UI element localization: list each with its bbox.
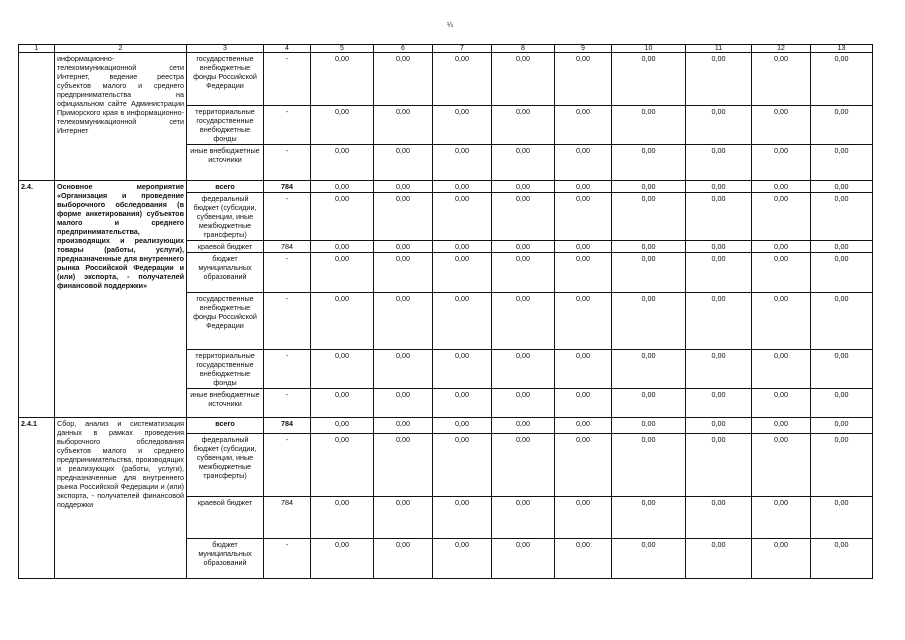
amount-cell: 0,00 bbox=[612, 241, 686, 253]
amount-cell: 0,00 bbox=[555, 145, 612, 181]
amount-cell: 0,00 bbox=[612, 253, 686, 293]
amount-cell: 0,00 bbox=[811, 350, 873, 389]
amount-cell: 0,00 bbox=[492, 389, 555, 418]
item-description: Основное мероприятие «Организация и проведение выборочного обследования (в форме анкетирования) субъектов малого и среднего предпринимательства, производящих и реализующих товары (работы, услуги), предназначенные для внутреннего рынка Российской Федерации и (или) экспорта, - получателей финансовой поддержки» bbox=[55, 181, 187, 418]
column-header: 9 bbox=[555, 45, 612, 53]
amount-cell: 0,00 bbox=[374, 241, 433, 253]
amount-cell: 0,00 bbox=[555, 193, 612, 241]
amount-cell: 0,00 bbox=[612, 389, 686, 418]
amount-cell: 0,00 bbox=[433, 418, 492, 434]
amount-cell: 0,00 bbox=[612, 293, 686, 350]
amount-cell: 0,00 bbox=[752, 181, 811, 193]
amount-cell: 0,00 bbox=[311, 418, 374, 434]
column-header: 5 bbox=[311, 45, 374, 53]
amount-cell: 0,00 bbox=[433, 350, 492, 389]
amount-cell: 0,00 bbox=[311, 539, 374, 579]
header-row bbox=[19, 45, 873, 53]
amount-cell: 0,00 bbox=[811, 497, 873, 539]
amount-cell: 0,00 bbox=[492, 293, 555, 350]
amount-cell: 0,00 bbox=[374, 350, 433, 389]
amount-cell: 0,00 bbox=[555, 181, 612, 193]
amount-cell: 0,00 bbox=[752, 241, 811, 253]
amount-cell: 0,00 bbox=[374, 293, 433, 350]
amount-cell: 0,00 bbox=[374, 497, 433, 539]
amount-cell: 0,00 bbox=[433, 106, 492, 145]
amount-cell: 0,00 bbox=[686, 293, 752, 350]
amount-cell: 0,00 bbox=[433, 389, 492, 418]
funding-source: краевой бюджет bbox=[187, 497, 264, 539]
amount-cell: 0,00 bbox=[311, 193, 374, 241]
amount-cell: 0,00 bbox=[374, 106, 433, 145]
amount-cell: 0,00 bbox=[686, 434, 752, 497]
amount-cell: 0,00 bbox=[811, 539, 873, 579]
budget-code: - bbox=[264, 145, 311, 181]
budget-code: 784 bbox=[264, 241, 311, 253]
amount-cell: 0,00 bbox=[374, 539, 433, 579]
amount-cell: 0,00 bbox=[686, 193, 752, 241]
amount-cell: 0,00 bbox=[555, 389, 612, 418]
amount-cell: 0,00 bbox=[752, 293, 811, 350]
amount-cell: 0,00 bbox=[492, 434, 555, 497]
funding-source: государственные внебюджетные фонды Российской Федерации bbox=[187, 293, 264, 350]
amount-cell: 0,00 bbox=[752, 145, 811, 181]
amount-cell: 0,00 bbox=[555, 497, 612, 539]
amount-cell: 0,00 bbox=[686, 145, 752, 181]
amount-cell: 0,00 bbox=[686, 181, 752, 193]
amount-cell: 0,00 bbox=[686, 106, 752, 145]
amount-cell: 0,00 bbox=[555, 418, 612, 434]
funding-source: иные внебюджетные источники bbox=[187, 389, 264, 418]
amount-cell: 0,00 bbox=[374, 53, 433, 106]
amount-cell: 0,00 bbox=[492, 539, 555, 579]
amount-cell: 0,00 bbox=[311, 181, 374, 193]
budget-code: - bbox=[264, 253, 311, 293]
amount-cell: 0,00 bbox=[752, 418, 811, 434]
column-header: 8 bbox=[492, 45, 555, 53]
budget-code: - bbox=[264, 53, 311, 106]
item-code bbox=[19, 53, 55, 181]
amount-cell: 0,00 bbox=[612, 434, 686, 497]
amount-cell: 0,00 bbox=[492, 241, 555, 253]
item-description: информационно-телекоммуникационной сети Интернет, ведение реестра субъектов малого и среднего предпринимательства на официальном сайте Администрации Приморского края в информационно-телекоммуникационной сети Интернет bbox=[55, 53, 187, 181]
amount-cell: 0,00 bbox=[492, 145, 555, 181]
amount-cell: 0,00 bbox=[811, 145, 873, 181]
amount-cell: 0,00 bbox=[686, 53, 752, 106]
amount-cell: 0,00 bbox=[311, 53, 374, 106]
amount-cell: 0,00 bbox=[492, 181, 555, 193]
amount-cell: 0,00 bbox=[612, 181, 686, 193]
item-code: 2.4.1 bbox=[19, 418, 55, 579]
amount-cell: 0,00 bbox=[374, 389, 433, 418]
amount-cell: 0,00 bbox=[433, 253, 492, 293]
funding-source: территориальные государственные внебюджетные фонды bbox=[187, 106, 264, 145]
amount-cell: 0,00 bbox=[811, 418, 873, 434]
amount-cell: 0,00 bbox=[311, 253, 374, 293]
amount-cell: 0,00 bbox=[555, 241, 612, 253]
amount-cell: 0,00 bbox=[555, 434, 612, 497]
amount-cell: 0,00 bbox=[433, 497, 492, 539]
amount-cell: 0,00 bbox=[686, 241, 752, 253]
column-header: 7 bbox=[433, 45, 492, 53]
amount-cell: 0,00 bbox=[311, 145, 374, 181]
amount-cell: 0,00 bbox=[555, 53, 612, 106]
column-header: 1 bbox=[19, 45, 55, 53]
amount-cell: 0,00 bbox=[811, 106, 873, 145]
amount-cell: 0,00 bbox=[811, 253, 873, 293]
amount-cell: 0,00 bbox=[311, 497, 374, 539]
amount-cell: 0,00 bbox=[555, 253, 612, 293]
amount-cell: 0,00 bbox=[374, 418, 433, 434]
amount-cell: 0,00 bbox=[752, 53, 811, 106]
amount-cell: 0,00 bbox=[811, 181, 873, 193]
amount-cell: 0,00 bbox=[433, 193, 492, 241]
budget-code: 784 bbox=[264, 181, 311, 193]
funding-source: всего bbox=[187, 181, 264, 193]
funding-source: краевой бюджет bbox=[187, 241, 264, 253]
amount-cell: 0,00 bbox=[752, 497, 811, 539]
amount-cell: 0,00 bbox=[492, 53, 555, 106]
amount-cell: 0,00 bbox=[811, 193, 873, 241]
amount-cell: 0,00 bbox=[752, 106, 811, 145]
amount-cell: 0,00 bbox=[555, 106, 612, 145]
amount-cell: 0,00 bbox=[311, 293, 374, 350]
budget-code: - bbox=[264, 389, 311, 418]
budget-code: - bbox=[264, 539, 311, 579]
column-header: 3 bbox=[187, 45, 264, 53]
amount-cell: 0,00 bbox=[612, 193, 686, 241]
amount-cell: 0,00 bbox=[612, 145, 686, 181]
amount-cell: 0,00 bbox=[752, 539, 811, 579]
amount-cell: 0,00 bbox=[811, 241, 873, 253]
amount-cell: 0,00 bbox=[311, 106, 374, 145]
funding-source: федеральный бюджет (субсидии, субвенции, иные межбюджетные трансферты) bbox=[187, 193, 264, 241]
amount-cell: 0,00 bbox=[811, 389, 873, 418]
funding-source: иные внебюджетные источники bbox=[187, 145, 264, 181]
amount-cell: 0,00 bbox=[686, 539, 752, 579]
amount-cell: 0,00 bbox=[555, 539, 612, 579]
amount-cell: 0,00 bbox=[612, 539, 686, 579]
amount-cell: 0,00 bbox=[311, 241, 374, 253]
page-number: ¼ bbox=[447, 22, 453, 29]
funding-source: федеральный бюджет (субсидии, субвенции, иные межбюджетные трансферты) bbox=[187, 434, 264, 497]
funding-source: всего bbox=[187, 418, 264, 434]
amount-cell: 0,00 bbox=[686, 389, 752, 418]
table-body bbox=[19, 45, 873, 579]
budget-code: 784 bbox=[264, 497, 311, 539]
column-header: 11 bbox=[686, 45, 752, 53]
item-code: 2.4. bbox=[19, 181, 55, 418]
budget-code: 784 bbox=[264, 418, 311, 434]
column-header: 4 bbox=[264, 45, 311, 53]
amount-cell: 0,00 bbox=[433, 145, 492, 181]
amount-cell: 0,00 bbox=[612, 350, 686, 389]
amount-cell: 0,00 bbox=[492, 193, 555, 241]
amount-cell: 0,00 bbox=[492, 106, 555, 145]
amount-cell: 0,00 bbox=[433, 293, 492, 350]
table-row bbox=[19, 53, 873, 106]
funding-source: территориальные государственные внебюджетные фонды bbox=[187, 350, 264, 389]
amount-cell: 0,00 bbox=[492, 497, 555, 539]
amount-cell: 0,00 bbox=[374, 193, 433, 241]
amount-cell: 0,00 bbox=[374, 181, 433, 193]
amount-cell: 0,00 bbox=[311, 434, 374, 497]
amount-cell: 0,00 bbox=[752, 389, 811, 418]
column-header: 6 bbox=[374, 45, 433, 53]
budget-code: - bbox=[264, 293, 311, 350]
column-header: 2 bbox=[55, 45, 187, 53]
budget-code: - bbox=[264, 193, 311, 241]
amount-cell: 0,00 bbox=[811, 293, 873, 350]
amount-cell: 0,00 bbox=[374, 434, 433, 497]
amount-cell: 0,00 bbox=[612, 418, 686, 434]
amount-cell: 0,00 bbox=[433, 241, 492, 253]
amount-cell: 0,00 bbox=[492, 418, 555, 434]
amount-cell: 0,00 bbox=[311, 389, 374, 418]
amount-cell: 0,00 bbox=[612, 497, 686, 539]
amount-cell: 0,00 bbox=[686, 253, 752, 293]
amount-cell: 0,00 bbox=[686, 497, 752, 539]
column-header: 12 bbox=[752, 45, 811, 53]
amount-cell: 0,00 bbox=[752, 434, 811, 497]
budget-code: - bbox=[264, 106, 311, 145]
amount-cell: 0,00 bbox=[433, 434, 492, 497]
funding-source: бюджет муниципальных образований bbox=[187, 253, 264, 293]
amount-cell: 0,00 bbox=[374, 145, 433, 181]
table-row bbox=[19, 418, 873, 434]
amount-cell: 0,00 bbox=[686, 350, 752, 389]
column-header: 10 bbox=[612, 45, 686, 53]
table-row bbox=[19, 181, 873, 193]
amount-cell: 0,00 bbox=[811, 53, 873, 106]
amount-cell: 0,00 bbox=[433, 181, 492, 193]
amount-cell: 0,00 bbox=[811, 434, 873, 497]
amount-cell: 0,00 bbox=[555, 293, 612, 350]
amount-cell: 0,00 bbox=[374, 253, 433, 293]
amount-cell: 0,00 bbox=[612, 53, 686, 106]
amount-cell: 0,00 bbox=[686, 418, 752, 434]
amount-cell: 0,00 bbox=[555, 350, 612, 389]
amount-cell: 0,00 bbox=[752, 350, 811, 389]
amount-cell: 0,00 bbox=[752, 253, 811, 293]
amount-cell: 0,00 bbox=[433, 539, 492, 579]
amount-cell: 0,00 bbox=[752, 193, 811, 241]
amount-cell: 0,00 bbox=[612, 106, 686, 145]
budget-code: - bbox=[264, 350, 311, 389]
budget-table bbox=[18, 44, 873, 579]
funding-source: государственные внебюджетные фонды Российской Федерации bbox=[187, 53, 264, 106]
amount-cell: 0,00 bbox=[311, 350, 374, 389]
amount-cell: 0,00 bbox=[492, 253, 555, 293]
amount-cell: 0,00 bbox=[492, 350, 555, 389]
column-header: 13 bbox=[811, 45, 873, 53]
funding-source: бюджет муниципальных образований bbox=[187, 539, 264, 579]
budget-code: - bbox=[264, 434, 311, 497]
amount-cell: 0,00 bbox=[433, 53, 492, 106]
item-description: Сбор, анализ и систематизация данных в рамках проведения выборочного обследования субъектов малого и среднего предпринимательства, производящих и реализующих (работы, услуги), предназначенные для внутреннего рынка Российской Федерации и (или) экспорта, - получателей финансовой поддержки bbox=[55, 418, 187, 579]
